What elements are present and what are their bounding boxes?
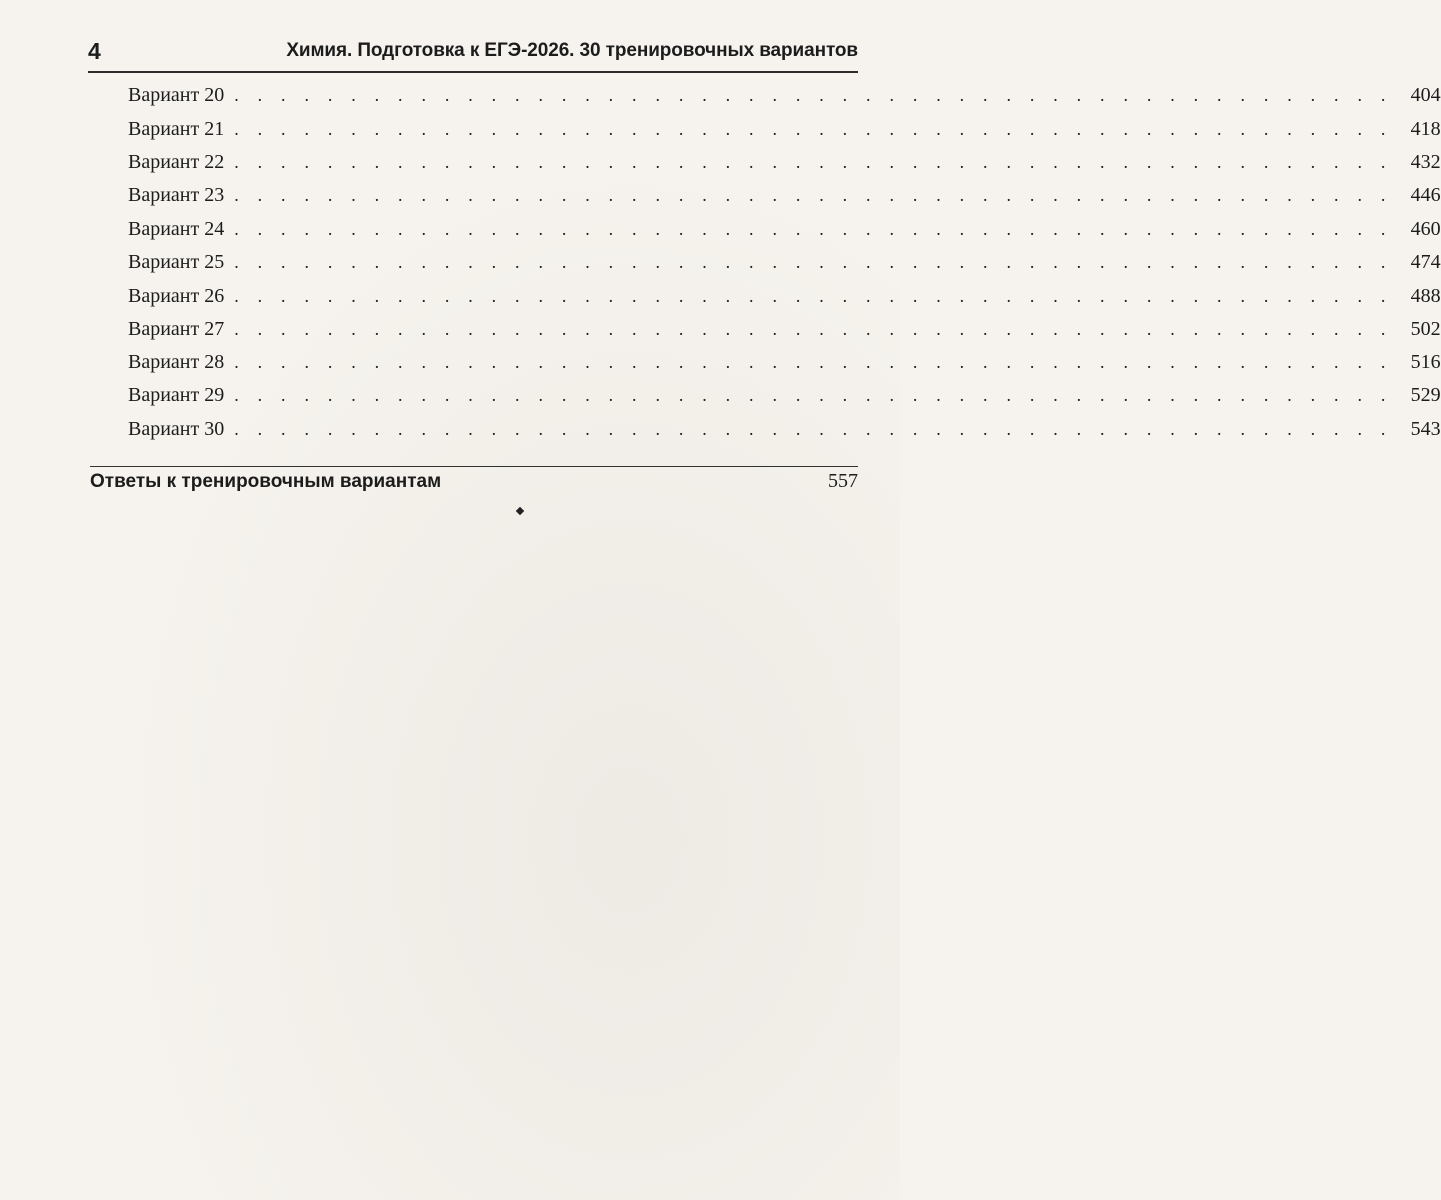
toc-entry-page: 418 xyxy=(1410,118,1441,140)
toc-entry-page: 516 xyxy=(1410,351,1441,373)
toc-leader-dots: . . . . . . . . . . . . . . . . . . . . . . . . . . . . . . . . . . . . . . . . . . . . . . . . . . xyxy=(234,85,1393,105)
toc-entry-label: Вариант 22 xyxy=(128,151,225,173)
toc-entry-page: 446 xyxy=(1410,184,1441,206)
running-head: Химия. Подготовка к ЕГЭ-2026. 30 тренировочных вариантов xyxy=(286,40,858,61)
toc-entry-variant-27[interactable] xyxy=(128,318,1441,348)
toc-entry-page: 502 xyxy=(1410,318,1441,340)
toc-entry-label: Вариант 23 xyxy=(128,184,225,206)
toc-entry-label: Вариант 29 xyxy=(128,384,225,406)
toc-entry-variant-25[interactable] xyxy=(128,251,1441,281)
toc-leader-dots: . . . . . . . . . . . . . . . . . . . . . . . . . . . . . . . . . . . . . . . . . . . . . . . . . . xyxy=(234,385,1393,405)
toc-entry-page: 529 xyxy=(1410,384,1441,406)
toc-entry-variant-22[interactable] xyxy=(128,151,1441,181)
toc-entry-variant-28[interactable] xyxy=(128,351,1441,381)
toc-entry-page: 543 xyxy=(1410,418,1441,440)
toc-entry-label: Вариант 26 xyxy=(128,285,225,307)
toc-entry-label: Ответы к тренировочным вариантам xyxy=(90,471,442,492)
pen-mark xyxy=(516,507,524,515)
toc-entry-label: Вариант 27 xyxy=(128,318,225,340)
toc-entry-label: Вариант 24 xyxy=(128,218,225,240)
toc-leader-dots: . . . . . . . . . . . . . . . . . . . . . . . . . . . . . . . . . . . . . . . . . . . . . . . . . . xyxy=(234,185,1393,205)
toc-entry-label: Вариант 25 xyxy=(128,251,225,273)
toc-leader-dots: . . . . . . . . . . . . . . . . . . . . . . . . . . . . . . . . . . . . . . . . . . . . . . . . . . xyxy=(234,319,1393,339)
toc-entry-variant-24[interactable] xyxy=(128,218,1441,248)
toc-entry-label: Вариант 20 xyxy=(128,84,225,106)
toc-entry-label: Вариант 28 xyxy=(128,351,225,373)
toc-entry-variant-23[interactable] xyxy=(128,184,1441,214)
toc-entry-variant-26[interactable] xyxy=(128,285,1441,315)
toc-entry-variant-30[interactable] xyxy=(128,418,1441,448)
toc-entry-page: 474 xyxy=(1410,251,1441,273)
toc-leader-dots: . . . . . . . . . . . . . . . . . . . . . . . . . . . . . . . . . . . . . . . . . . . . . . . . . . xyxy=(234,219,1393,239)
toc-leader-dots: . . . . . . . . . . . . . . . . . . . . . . . . . . . . . . . . . . . . . . . . . . . . . . . . . . xyxy=(234,352,1393,372)
toc-entry-page: 488 xyxy=(1410,285,1441,307)
toc-entry-page: 404 xyxy=(1410,84,1441,106)
toc-entry-label: Вариант 30 xyxy=(128,418,225,440)
toc-entry-page: 557 xyxy=(828,470,858,492)
toc-leader-dots: . . . . . . . . . . . . . . . . . . . . . . . . . . . . . . . . . . . . . . . . . . . . . . . . . . xyxy=(234,286,1393,306)
toc-entry-answers[interactable] xyxy=(90,470,858,500)
toc-leader-dots: . . . . . . . . . . . . . . . . . . . . . . . . . . . . . . . . . . . . . . . . . . . . . . . . . . xyxy=(234,252,1393,272)
toc-leader-dots: . . . . . . . . . . . . . . . . . . . . . . . . . . . . . . . . . . . . . . . . . . . . . . . . . . xyxy=(234,119,1393,139)
page-number: 4 xyxy=(88,38,101,64)
toc-entry-variant-21[interactable] xyxy=(128,118,1441,148)
toc-entry-page: 460 xyxy=(1410,218,1441,240)
toc-entry-variant-20[interactable] xyxy=(128,84,1441,114)
section-divider xyxy=(90,466,858,467)
toc-entry-label: Вариант 21 xyxy=(128,118,225,140)
toc-entry-variant-29[interactable] xyxy=(128,384,1441,414)
toc-leader-dots: . . . . . . . . . . . . . . . . . . . . . . . . . . . . . . . . . . . . . . . . . . . . . . . . . . xyxy=(234,419,1393,439)
toc-leader-dots: . . . . . . . . . . . . . . . . . . . . . . . . . . . . . . . . . . . . . . . . . . . . . . . . . . xyxy=(234,152,1393,172)
toc-entry-page: 432 xyxy=(1410,151,1441,173)
